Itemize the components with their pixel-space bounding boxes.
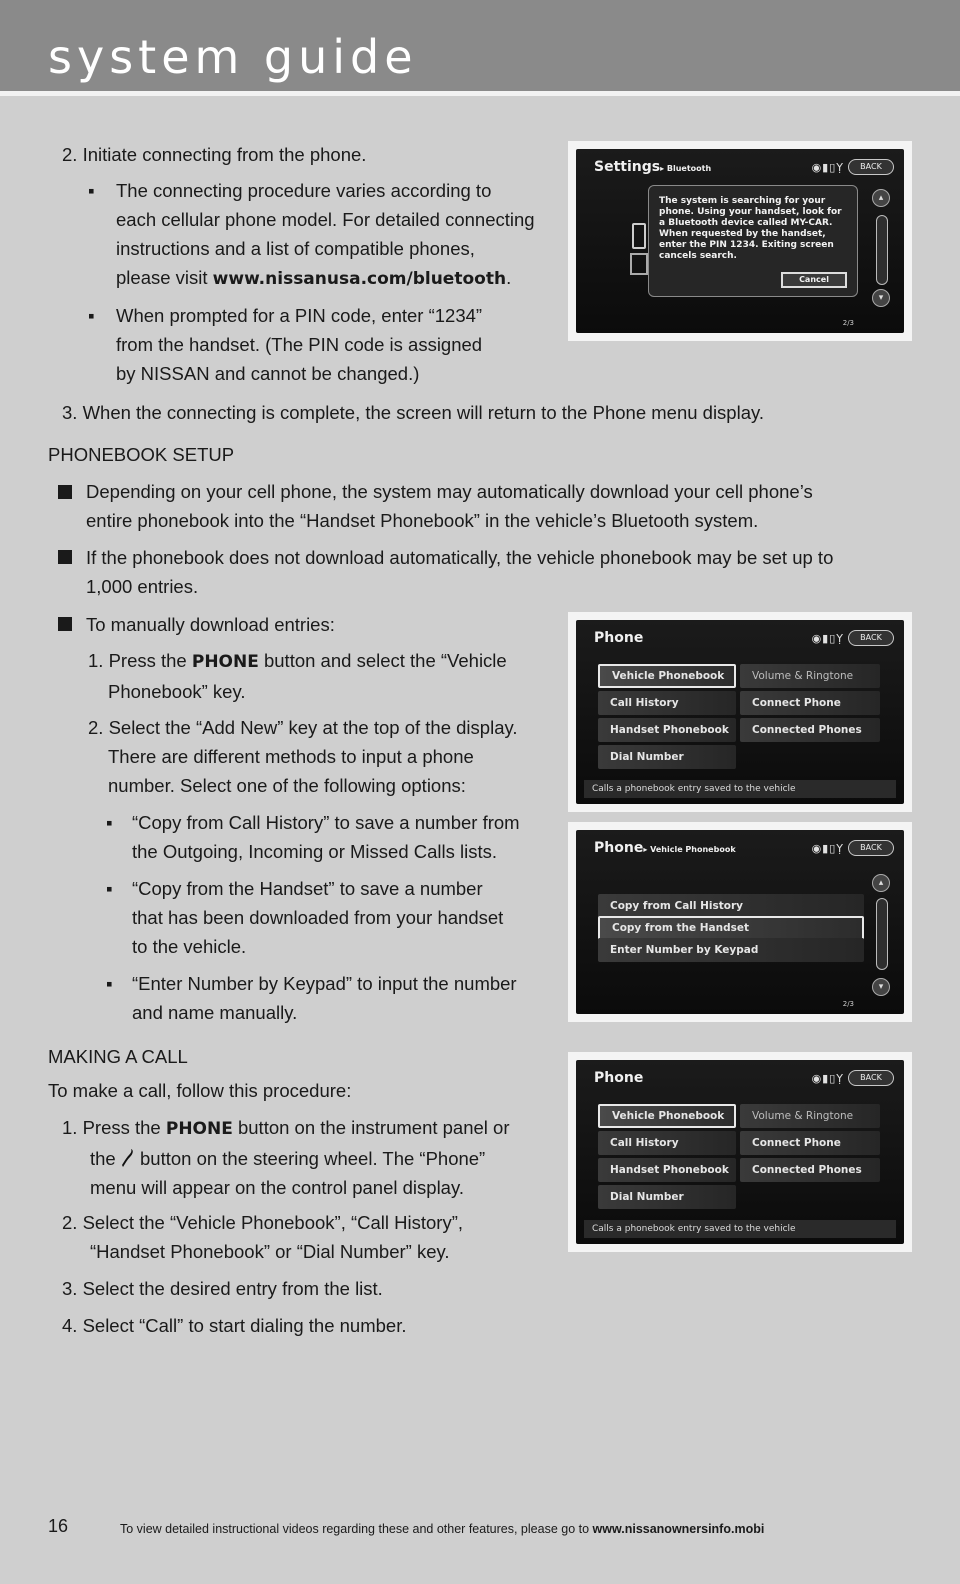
scrollbar[interactable] bbox=[876, 215, 888, 285]
dial-number-button[interactable]: Dial Number bbox=[598, 1185, 736, 1209]
page-number: 16 bbox=[48, 1516, 69, 1536]
square-bullet-icon bbox=[58, 550, 72, 564]
connect-bullet-2: When prompted for a PIN code, enter “1234” from the handset. (The PIN code is assigned by NISSAN and cannot be changed.) bbox=[116, 305, 483, 384]
square-bullet-icon bbox=[58, 485, 72, 499]
display-screen bbox=[576, 830, 904, 1014]
screen-title: Phone bbox=[594, 630, 644, 646]
back-button[interactable]: BACK bbox=[848, 630, 894, 646]
call-history-button[interactable]: Call History bbox=[598, 1131, 736, 1155]
phonebook-heading: PHONEBOOK SETUP bbox=[48, 444, 235, 465]
handset-phonebook-button[interactable]: Handset Phonebook bbox=[598, 1158, 736, 1182]
call-intro: To make a call, follow this procedure: bbox=[48, 1080, 352, 1101]
copy-call-history-option[interactable]: Copy from Call History bbox=[598, 894, 864, 918]
bullet-marker: ▪ bbox=[106, 878, 113, 899]
call-step-2: 2. Select the “Vehicle Phonebook”, “Call History”, “Handset Phonebook” or “Dial Number” key. bbox=[62, 1212, 464, 1262]
vehicle-phonebook-screenshot bbox=[568, 822, 912, 1022]
square-bullet-icon bbox=[58, 617, 72, 631]
status-icons: ◉▮▯Ỵ bbox=[811, 632, 844, 645]
option-copy-handset: “Copy from the Handset” to save a number that has been downloaded from your handset to the vehicle. bbox=[132, 878, 504, 957]
option-copy-call-history: “Copy from Call History” to save a number from the Outgoing, Incoming or Missed Calls lists. bbox=[132, 812, 520, 862]
handset-phonebook-button[interactable]: Handset Phonebook bbox=[598, 718, 736, 742]
status-icons: ◉▮▯Ỵ bbox=[811, 842, 844, 855]
status-icons: ◉▮▯Ỵ bbox=[811, 161, 844, 174]
page-title: system guide bbox=[48, 30, 418, 84]
connect-phone-button[interactable]: Connect Phone bbox=[740, 1131, 880, 1155]
phone-menu-screenshot bbox=[568, 612, 912, 812]
download-step-2: 2. Select the “Add New” key at the top of the display. There are different methods to input a phone number. Select one of the following options: bbox=[88, 717, 518, 796]
phonebook-point-3: To manually download entries: bbox=[86, 614, 335, 635]
back-button[interactable]: BACK bbox=[848, 1070, 894, 1086]
phone-icon bbox=[632, 223, 646, 249]
connect-bullet-1: The connecting procedure varies according to each cellular phone model. For detailed connecting instructions and a list of compatible phones, please visit www.nissanusa.com/bluetooth. bbox=[116, 180, 535, 289]
bullet-marker: ▪ bbox=[88, 305, 95, 326]
bullet-marker: ▪ bbox=[106, 812, 113, 833]
display-screen bbox=[576, 620, 904, 804]
vehicle-phonebook-button[interactable]: Vehicle Phonebook bbox=[598, 1104, 736, 1128]
page-indicator: 2/3 bbox=[842, 319, 854, 327]
call-step-4: 4. Select “Call” to start dialing the number. bbox=[62, 1315, 407, 1336]
copy-handset-option[interactable]: Copy from the Handset bbox=[598, 916, 864, 940]
phonebook-point-1: Depending on your cell phone, the system may automatically download your cell phone’s entire phonebook into the “Handset Phonebook” in the vehicle’s Bluetooth system. bbox=[86, 481, 813, 531]
page-indicator: 2/3 bbox=[842, 1000, 854, 1008]
screen-hint: Calls a phonebook entry saved to the vehicle bbox=[584, 1220, 896, 1238]
display-screen bbox=[576, 149, 904, 333]
bullet-marker: ▪ bbox=[106, 973, 113, 994]
dial-number-button[interactable]: Dial Number bbox=[598, 745, 736, 769]
bluetooth-search-screenshot bbox=[568, 141, 912, 341]
bullet-marker: ▪ bbox=[88, 180, 95, 201]
enter-keypad-option[interactable]: Enter Number by Keypad bbox=[598, 938, 864, 962]
display-screen bbox=[576, 1060, 904, 1244]
step-2: 2. Initiate connecting from the phone. bbox=[62, 144, 367, 165]
back-button[interactable]: BACK bbox=[848, 159, 894, 175]
bluetooth-url[interactable]: www.nissanusa.com/bluetooth bbox=[212, 269, 507, 289]
page-header bbox=[0, 0, 960, 96]
footer-note: To view detailed instructional videos regarding these and other features, please go to www.nissanownersinfo.mobi bbox=[120, 1522, 765, 1536]
download-step-1: 1. Press the PHONE button and select the “Vehicle Phonebook” key. bbox=[88, 650, 507, 702]
connect-phone-button[interactable]: Connect Phone bbox=[740, 691, 880, 715]
vehicle-phonebook-button[interactable]: Vehicle Phonebook bbox=[598, 664, 736, 688]
scroll-up-icon[interactable]: ▴ bbox=[872, 874, 890, 892]
volume-ringtone-button[interactable]: Volume & Ringtone bbox=[740, 1104, 880, 1128]
step-3: 3. When the connecting is complete, the screen will return to the Phone menu display. bbox=[62, 402, 765, 423]
scroll-down-icon[interactable]: ▾ bbox=[872, 289, 890, 307]
connected-phones-button[interactable]: Connected Phones bbox=[740, 718, 880, 742]
volume-ringtone-button[interactable]: Volume & Ringtone bbox=[740, 664, 880, 688]
screen-title: Phone▸ Vehicle Phonebook bbox=[594, 840, 736, 856]
status-icons: ◉▮▯Ỵ bbox=[811, 1072, 844, 1085]
searching-dialog: The system is searching for your phone. Using your handset, look for a Bluetooth device called MY-CAR. When requested by the handset, enter the PIN 1234. Exiting screen cancels search. Cancel bbox=[648, 185, 858, 297]
screen-title: Settings▸ Bluetooth bbox=[594, 159, 712, 175]
screen-hint: Calls a phonebook entry saved to the vehicle bbox=[584, 780, 896, 798]
owners-info-url[interactable]: www.nissanownersinfo.mobi bbox=[592, 1522, 765, 1536]
scroll-up-icon[interactable]: ▴ bbox=[872, 189, 890, 207]
back-button[interactable]: BACK bbox=[848, 840, 894, 856]
scroll-down-icon[interactable]: ▾ bbox=[872, 978, 890, 996]
option-enter-keypad: “Enter Number by Keypad” to input the number and name manually. bbox=[132, 973, 517, 1023]
cancel-button[interactable]: Cancel bbox=[781, 272, 847, 288]
screen-title: Phone bbox=[594, 1070, 644, 1086]
phone-handset-icon bbox=[121, 1148, 135, 1168]
call-step-3: 3. Select the desired entry from the list. bbox=[62, 1278, 383, 1299]
scrollbar[interactable] bbox=[876, 898, 888, 970]
phonebook-point-2: If the phonebook does not download automatically, the vehicle phonebook may be set up to 1,000 entries. bbox=[86, 547, 834, 597]
connected-phones-button[interactable]: Connected Phones bbox=[740, 1158, 880, 1182]
phone-menu-screenshot-2 bbox=[568, 1052, 912, 1252]
keypad-icon bbox=[630, 253, 648, 275]
call-heading: MAKING A CALL bbox=[48, 1046, 188, 1067]
call-step-1: 1. Press the PHONE button on the instrument panel or the button on the steering wheel. The “Phone” menu will appear on the control panel display. bbox=[62, 1117, 510, 1198]
call-history-button[interactable]: Call History bbox=[598, 691, 736, 715]
